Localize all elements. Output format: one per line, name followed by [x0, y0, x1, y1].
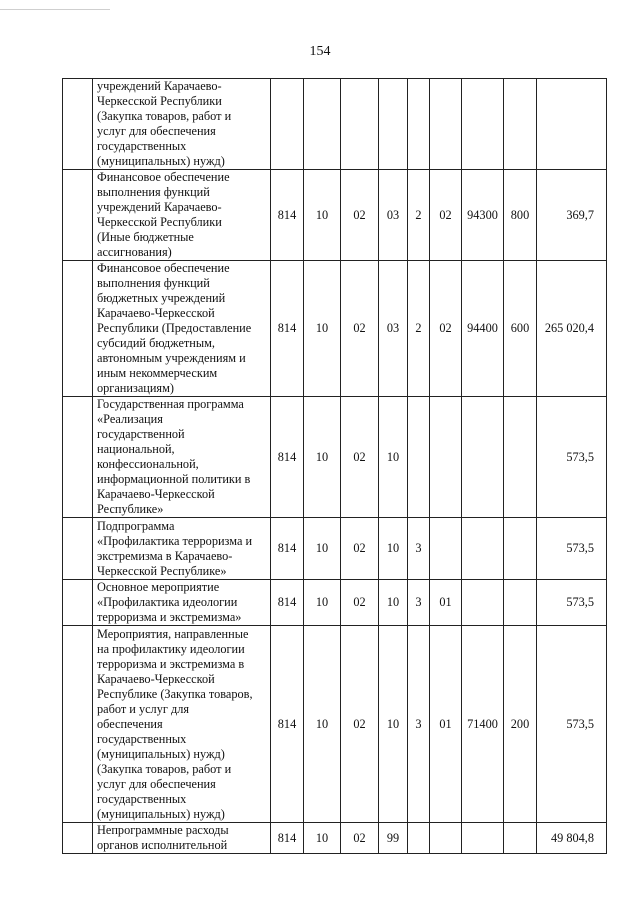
description-line: Черкесской Республики	[97, 215, 222, 229]
expense-type-code-cell	[504, 580, 537, 626]
description-line: (муниципальных) нужд)	[97, 746, 225, 761]
event-code-cell	[430, 518, 462, 580]
section-code-cell: 10	[304, 626, 341, 823]
table-row	[63, 580, 607, 626]
program-code-cell: 10	[379, 580, 408, 626]
subprogram-code-cell: 3	[408, 518, 430, 580]
amount-cell: 573,5	[537, 397, 607, 518]
section-code-cell: 10	[304, 580, 341, 626]
section-code-cell: 10	[304, 518, 341, 580]
amount-cell: 49 804,8	[537, 823, 607, 854]
program-code-cell: 10	[379, 397, 408, 518]
section-code-cell: 10	[304, 261, 341, 397]
direction-code-cell	[462, 518, 504, 580]
table-row	[63, 626, 607, 823]
description-line: иным некоммерческим	[97, 366, 218, 380]
description-line: организациям)	[97, 381, 174, 395]
description-line: бюджетных учреждений	[97, 291, 226, 305]
ministry-code-cell: 814	[271, 580, 304, 626]
description-cell	[93, 79, 271, 170]
section-code-cell: 10	[304, 397, 341, 518]
description-line: терроризма и экстремизма в	[97, 656, 245, 671]
page-number: 154	[309, 44, 331, 59]
description-line: Карачаево-Черкесской	[97, 306, 215, 320]
section-code-cell	[304, 79, 341, 170]
program-code-cell: 99	[379, 823, 408, 854]
description-cell	[93, 823, 271, 854]
ministry-code-cell: 814	[271, 170, 304, 261]
table-row	[63, 79, 607, 170]
row-number-cell	[63, 580, 93, 626]
description-line: Подпрограмма	[97, 518, 175, 533]
description-line: информационной политики в	[97, 472, 251, 486]
expense-type-code-cell: 200	[504, 626, 537, 823]
description-line: Непрограммные расходы	[97, 823, 229, 837]
description-line: ассигнования)	[97, 245, 172, 259]
ministry-code-cell	[271, 79, 304, 170]
expense-type-code-cell	[504, 397, 537, 518]
subsection-code-cell: 02	[341, 397, 379, 518]
description-line: выполнения функций	[97, 276, 210, 290]
description-line: государственных	[97, 791, 187, 806]
amount-cell: 265 020,4	[537, 261, 607, 397]
subsection-code-cell: 02	[341, 261, 379, 397]
event-code-cell	[430, 823, 462, 854]
description-line: услуг для обеспечения	[97, 124, 216, 138]
description-cell	[93, 397, 271, 518]
description-line: «Реализация	[97, 412, 163, 426]
event-code-cell	[430, 79, 462, 170]
description-cell	[93, 580, 271, 626]
description-line: Карачаево-Черкесской	[97, 671, 215, 686]
direction-code-cell: 71400	[462, 626, 504, 823]
program-code-cell: 10	[379, 518, 408, 580]
description-line: работ и услуг для	[97, 701, 190, 716]
description-line: Финансовое обеспечение	[97, 170, 230, 184]
description-line: Черкесской Республики	[97, 94, 222, 108]
subprogram-code-cell	[408, 79, 430, 170]
description-line: обеспечения	[97, 716, 163, 731]
subprogram-code-cell: 2	[408, 170, 430, 261]
event-code-cell: 01	[430, 626, 462, 823]
description-line: учреждений Карачаево-	[97, 200, 222, 214]
subsection-code-cell: 02	[341, 580, 379, 626]
direction-code-cell	[462, 79, 504, 170]
description-cell	[93, 261, 271, 397]
description-line: Республики (Предоставление	[97, 321, 252, 335]
subsection-code-cell: 02	[341, 626, 379, 823]
description-line: Финансовое обеспечение	[97, 261, 230, 275]
program-code-cell: 03	[379, 261, 408, 397]
row-number-cell	[63, 823, 93, 854]
direction-code-cell: 94300	[462, 170, 504, 261]
expense-type-code-cell	[504, 518, 537, 580]
direction-code-cell	[462, 823, 504, 854]
subprogram-code-cell: 3	[408, 626, 430, 823]
expense-type-code-cell	[504, 823, 537, 854]
subsection-code-cell: 02	[341, 170, 379, 261]
direction-code-cell: 94400	[462, 261, 504, 397]
description-line: конфессиональной,	[97, 457, 199, 471]
description-line: (Закупка товаров, работ и	[97, 109, 232, 123]
description-line: Мероприятия, направленные	[97, 626, 249, 641]
amount-cell: 573,5	[537, 580, 607, 626]
description-line: Республике (Закупка товаров,	[97, 686, 253, 701]
ministry-code-cell: 814	[271, 823, 304, 854]
subsection-code-cell: 02	[341, 823, 379, 854]
row-number-cell	[63, 626, 93, 823]
row-number-cell	[63, 261, 93, 397]
section-code-cell: 10	[304, 823, 341, 854]
subprogram-code-cell: 3	[408, 580, 430, 626]
description-line: услуг для обеспечения	[97, 776, 216, 791]
description-line: автономным учреждениям и	[97, 351, 246, 365]
subprogram-code-cell: 2	[408, 261, 430, 397]
row-number-cell	[63, 170, 93, 261]
expense-type-code-cell: 800	[504, 170, 537, 261]
scan-edge-mark	[0, 9, 110, 10]
expense-type-code-cell	[504, 79, 537, 170]
subprogram-code-cell	[408, 397, 430, 518]
description-line: (муниципальных) нужд)	[97, 154, 225, 168]
amount-cell: 573,5	[537, 518, 607, 580]
description-line: «Профилактика терроризма и	[97, 533, 253, 548]
subsection-code-cell	[341, 79, 379, 170]
description-line: государственной	[97, 427, 185, 441]
description-line: терроризма и экстремизма»	[97, 610, 242, 624]
description-line: учреждений Карачаево-	[97, 79, 222, 93]
description-line: (Иные бюджетные	[97, 230, 194, 244]
description-line: субсидий бюджетным,	[97, 336, 216, 350]
program-code-cell: 10	[379, 626, 408, 823]
description-line: Основное мероприятие	[97, 580, 220, 594]
budget-table-body	[63, 79, 607, 854]
section-code-cell: 10	[304, 170, 341, 261]
event-code-cell: 02	[430, 261, 462, 397]
ministry-code-cell: 814	[271, 518, 304, 580]
description-line: выполнения функций	[97, 185, 210, 199]
program-code-cell	[379, 79, 408, 170]
table-row	[63, 823, 607, 854]
amount-cell: 573,5	[537, 626, 607, 823]
description-line: экстремизма в Карачаево-	[97, 548, 233, 563]
description-line: (муниципальных) нужд)	[97, 806, 225, 821]
description-line: государственных	[97, 731, 187, 746]
amount-cell: 369,7	[537, 170, 607, 261]
table-row	[63, 170, 607, 261]
direction-code-cell	[462, 580, 504, 626]
table-row	[63, 397, 607, 518]
row-number-cell	[63, 518, 93, 580]
subsection-code-cell: 02	[341, 518, 379, 580]
description-cell	[93, 170, 271, 261]
amount-cell	[537, 79, 607, 170]
program-code-cell: 03	[379, 170, 408, 261]
description-cell	[93, 518, 271, 580]
description-line: на профилактику идеологии	[97, 641, 245, 656]
event-code-cell	[430, 397, 462, 518]
ministry-code-cell: 814	[271, 261, 304, 397]
table-row	[63, 518, 607, 580]
event-code-cell: 02	[430, 170, 462, 261]
description-line: органов исполнительной	[97, 838, 228, 852]
description-line: национальной,	[97, 442, 175, 456]
ministry-code-cell: 814	[271, 626, 304, 823]
description-line: Черкесской Республике»	[97, 563, 227, 578]
ministry-code-cell: 814	[271, 397, 304, 518]
expense-type-code-cell: 600	[504, 261, 537, 397]
budget-table	[62, 78, 607, 854]
row-number-cell	[63, 397, 93, 518]
description-cell	[93, 626, 271, 823]
event-code-cell: 01	[430, 580, 462, 626]
description-line: Государственная программа	[97, 397, 244, 411]
direction-code-cell	[462, 397, 504, 518]
description-line: «Профилактика идеологии	[97, 595, 238, 609]
description-line: государственных	[97, 139, 187, 153]
description-line: Республике»	[97, 502, 164, 516]
row-number-cell	[63, 79, 93, 170]
table-row	[63, 261, 607, 397]
subprogram-code-cell	[408, 823, 430, 854]
description-line: Карачаево-Черкесской	[97, 487, 215, 501]
description-line: (Закупка товаров, работ и	[97, 761, 232, 776]
